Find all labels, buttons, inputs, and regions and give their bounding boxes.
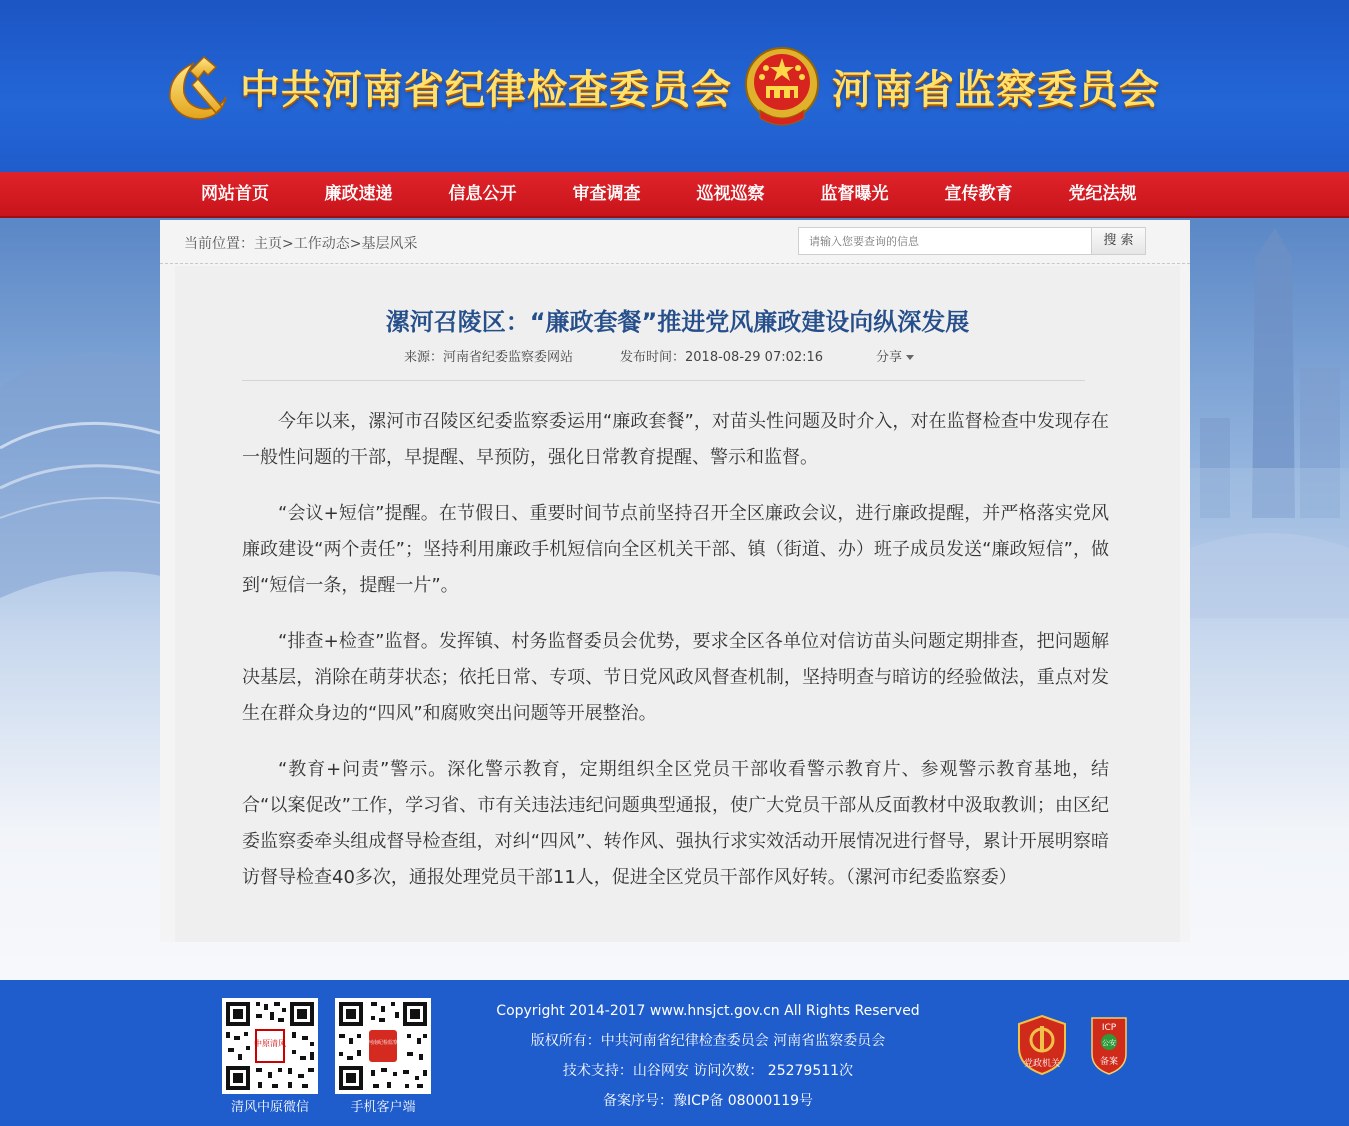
breadcrumb-link-work-news[interactable]: 工作动态: [293, 236, 350, 252]
breadcrumb-bar: [160, 220, 1190, 264]
qr-center-text: 中原清风: [254, 1039, 286, 1048]
chevron-down-icon: [906, 355, 914, 360]
footer-text: [458, 996, 958, 1116]
main-nav: [0, 172, 1349, 218]
article: [175, 266, 1180, 942]
mobile-app-qr-code[interactable]: [335, 998, 431, 1094]
nav-item-clean-news[interactable]: 廉政速递: [324, 184, 393, 204]
icp-badge-bottom: 备案: [1099, 1057, 1119, 1067]
nav-item-exposure[interactable]: 监督曝光: [820, 184, 889, 204]
footer-ownership: 版权所有：中共河南省纪律检查委员会 河南省监察委员会: [530, 1033, 886, 1049]
article-title: 漯河召陵区：“廉政套餐”推进党风廉政建设向纵深发展: [385, 308, 970, 336]
qr-label-mobile: 手机客户端: [350, 1100, 416, 1115]
footer-tech-support: 技术支持：山谷网安 访问次数： 25279511次: [562, 1063, 854, 1079]
icp-badge-title: ICP: [1101, 1023, 1117, 1033]
breadcrumb-separator: >: [349, 236, 362, 252]
national-emblem-icon: [742, 44, 822, 128]
share-button[interactable]: [876, 346, 914, 365]
icp-record-badge-icon[interactable]: [1088, 1014, 1130, 1076]
nav-item-regulations[interactable]: 党纪法规: [1068, 184, 1137, 204]
search-input[interactable]: [798, 227, 1092, 255]
party-emblem-icon: [160, 49, 234, 123]
qr-center-text: 河南纪检监察: [367, 1040, 399, 1046]
qr-code-icon: [222, 998, 318, 1094]
footer-copyright: Copyright 2014-2017 www.hnsjct.gov.cn All Rights Reserved: [496, 1003, 920, 1019]
share-label: 分享: [876, 350, 903, 365]
breadcrumb-prefix: 当前位置：: [184, 236, 254, 252]
search-button[interactable]: 搜 索: [1091, 227, 1146, 255]
article-source: 来源：河南省纪委监察委网站: [404, 350, 574, 365]
wechat-qr-code[interactable]: [222, 998, 318, 1094]
breadcrumb-link-home[interactable]: 主页: [254, 236, 282, 252]
divider: [242, 380, 1085, 381]
nav-item-home[interactable]: 网站首页: [201, 184, 269, 204]
content-panel: [160, 220, 1190, 942]
org-title-right: 河南省监察委员会: [832, 66, 1160, 113]
article-paragraph: 今年以来，漯河市召陵区纪委监察委运用“廉政套餐”，对苗头性问题及时介入，对在监督检查中发现存在一般性问题的干部，早提醒、早预防，强化日常教育提醒、警示和监督。: [242, 411, 1109, 468]
qr-code-icon: [335, 998, 431, 1094]
article-body: [242, 404, 1109, 916]
article-paragraph: “会议+短信”提醒。在节假日、重要时间节点前坚持召开全区廉政会议，进行廉政提醒，并严格落实党风廉政建设“两个责任”；坚持利用廉政手机短信向全区机关干部、镇（街道、办）班子成员发送“廉政短信”，做到“短信一条，提醒一片”。: [242, 503, 1109, 596]
site-header: [0, 0, 1349, 172]
nav-item-education[interactable]: 宣传教育: [944, 184, 1013, 204]
party-gov-badge-label: 党政机关: [1023, 1059, 1061, 1069]
nav-item-info-disclosure[interactable]: 信息公开: [448, 184, 517, 204]
nav-item-inspection[interactable]: 巡视巡察: [696, 184, 765, 204]
article-publish-time: 发布时间：2018-08-29 07:02:16: [620, 350, 824, 365]
breadcrumb-link-grassroots[interactable]: 基层风采: [361, 236, 418, 252]
nav-item-investigation[interactable]: 审查调查: [572, 184, 641, 204]
article-paragraph: “教育+问责”警示。深化警示教育，定期组织全区党员干部收看警示教育片、参观警示教育基地，结合“以案促改”工作，学习省、市有关违法违纪问题典型通报，使广大党员干部从反面教材中汲取教训；由区纪委监察委牵头组成督导检查组，对纠“四风”、转作风、强执行求实效活动开展情况进行督导，累计开展明察暗访督导检查40多次，通报处理党员干部11人，促进全区党员干部作风好转。（漯河市纪委监察委）: [242, 759, 1109, 888]
qr-label-wechat: 清风中原微信: [230, 1100, 309, 1115]
brand-row: [160, 40, 1190, 132]
site-footer: [0, 980, 1349, 1126]
footer-icp-record[interactable]: 备案序号：豫ICP备 08000119号: [602, 1093, 814, 1109]
org-title-left: 中共河南省纪律检查委员会: [240, 66, 732, 113]
breadcrumb-separator: >: [282, 236, 294, 252]
breadcrumb: [184, 233, 417, 253]
party-gov-badge-icon[interactable]: [1015, 1014, 1069, 1076]
article-paragraph: “排查+检查”监督。发挥镇、村务监督委员会优势，要求全区各单位对信访苗头问题定期排查，把问题解决基层，消除在萌芽状态；依托日常、专项、节日党风政风督查机制，坚持明查与暗访的经验做法，重点对发生在群众身边的“四风”和腐败突出问题等开展整治。: [242, 631, 1109, 724]
article-meta: [175, 346, 1180, 366]
icp-badge-sub: 公安: [1102, 1039, 1116, 1047]
